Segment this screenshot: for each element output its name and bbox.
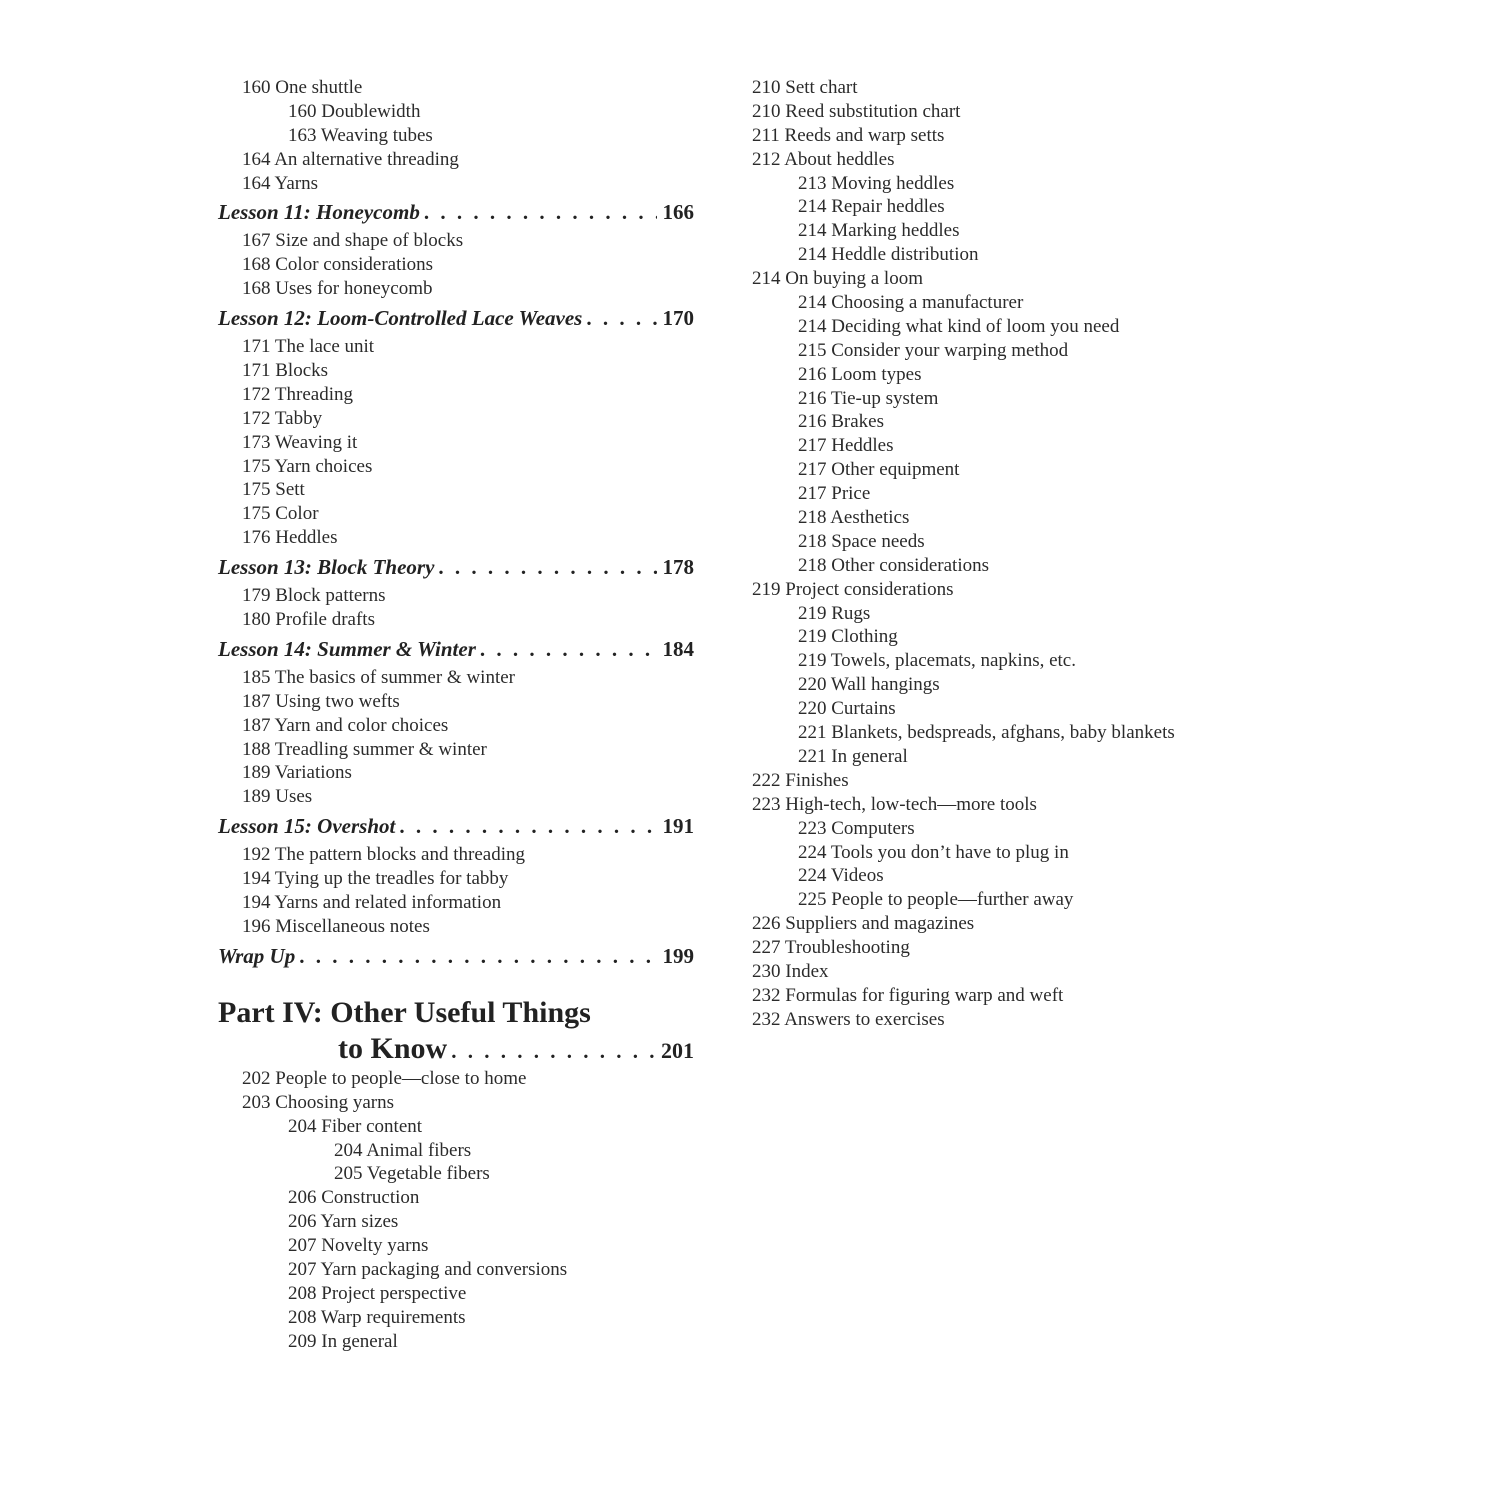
toc-entry: 225 People to people—further away — [798, 889, 1074, 911]
part-heading — [218, 995, 694, 1067]
lesson-heading — [218, 303, 694, 333]
lesson-heading — [218, 811, 694, 841]
toc-entry: 168 Uses for honeycomb — [242, 278, 433, 300]
toc-entry: 206 Construction — [288, 1187, 420, 1209]
toc-entry: 216 Tie-up system — [798, 387, 939, 409]
toc-entry: 224 Videos — [798, 865, 884, 887]
toc-entry: 214 Deciding what kind of loom you need — [798, 315, 1120, 337]
part-title-line2-row — [218, 1031, 694, 1067]
lesson-page-number: 184 — [662, 636, 694, 661]
toc-entry: 179 Block patterns — [242, 585, 386, 607]
toc-continued-entries — [218, 76, 698, 195]
toc-entry: 224 Tools you don’t have to plug in — [798, 841, 1069, 863]
toc-entry: 160 Doublewidth — [288, 100, 421, 122]
dot-leader — [480, 634, 657, 664]
toc-entry: 212 About heddles — [752, 148, 895, 170]
toc-entry: 175 Yarn choices — [242, 455, 373, 477]
toc-entry: 219 Towels, placemats, napkins, etc. — [798, 650, 1076, 672]
lesson-title: Lesson 12: Loom-Controlled Lace Weaves — [218, 306, 583, 331]
toc-entry: 187 Using two wefts — [242, 690, 400, 712]
lesson-title: Lesson 15: Overshot — [218, 814, 396, 839]
toc-entry: 217 Heddles — [798, 435, 894, 457]
toc-entry: 163 Weaving tubes — [288, 124, 433, 146]
toc-entry: 230 Index — [752, 960, 829, 982]
lesson-heading — [218, 941, 694, 971]
toc-entry: 172 Tabby — [242, 407, 323, 429]
toc-entry: 219 Clothing — [798, 626, 898, 648]
toc-entry: 187 Yarn and color choices — [242, 714, 449, 736]
toc-entry: 164 Yarns — [242, 172, 319, 194]
toc-entry: 167 Size and shape of blocks — [242, 230, 464, 252]
dot-leader — [451, 1033, 655, 1069]
toc-entry: 164 An alternative threading — [242, 148, 459, 170]
toc-left-column — [218, 76, 698, 1354]
toc-entry: 172 Threading — [242, 383, 353, 405]
lesson-page-number: 199 — [662, 943, 694, 968]
toc-entry: 202 People to people—close to home — [242, 1067, 527, 1089]
toc-entry: 214 Choosing a manufacturer — [798, 292, 1024, 314]
toc-entry: 223 High-tech, low-tech—more tools — [752, 793, 1037, 815]
toc-entry: 185 The basics of summer & winter — [242, 666, 515, 688]
toc-entry: 173 Weaving it — [242, 431, 358, 453]
toc-entry: 232 Formulas for figuring warp and weft — [752, 984, 1064, 1006]
toc-entry: 192 The pattern blocks and threading — [242, 844, 525, 866]
toc-entry: 209 In general — [288, 1330, 398, 1352]
toc-entry: 218 Other considerations — [798, 554, 990, 576]
toc-entry: 207 Novelty yarns — [288, 1235, 429, 1257]
lesson-page-number: 178 — [662, 555, 694, 580]
toc-entry: 175 Sett — [242, 479, 305, 501]
toc-right-column — [752, 76, 1452, 1032]
toc-entry: 171 The lace unit — [242, 336, 375, 358]
toc-entry: 222 Finishes — [752, 769, 849, 791]
toc-entry: 208 Project perspective — [288, 1282, 467, 1304]
toc-entry: 175 Color — [242, 503, 319, 525]
toc-entry: 207 Yarn packaging and conversions — [288, 1258, 568, 1280]
lesson-title: Lesson 13: Block Theory — [218, 555, 435, 580]
dot-leader — [424, 197, 657, 227]
part-title-line1: Part IV: Other Useful Things — [218, 995, 591, 1029]
lesson-title: Lesson 14: Summer & Winter — [218, 636, 476, 661]
lesson-heading — [218, 552, 694, 582]
lesson-page-number: 166 — [662, 200, 694, 225]
dot-leader — [299, 941, 656, 971]
toc-entry: 214 Repair heddles — [798, 196, 945, 218]
toc-entry: 168 Color considerations — [242, 254, 434, 276]
toc-entry: 210 Reed substitution chart — [752, 100, 961, 122]
toc-entry: 213 Moving heddles — [798, 172, 955, 194]
toc-entry: 210 Sett chart — [752, 77, 858, 98]
toc-entry: 217 Price — [798, 483, 871, 505]
toc-entry: 204 Animal fibers — [334, 1139, 472, 1161]
toc-entry: 223 Computers — [798, 817, 915, 839]
toc-lessons — [218, 197, 698, 970]
toc-entry: 219 Project considerations — [752, 578, 954, 600]
lesson-title: Lesson 11: Honeycomb — [218, 200, 420, 225]
toc-entry: 215 Consider your warping method — [798, 339, 1069, 361]
toc-entry: 216 Loom types — [798, 363, 922, 385]
toc-entry: 220 Wall hangings — [798, 674, 940, 696]
lesson-heading — [218, 197, 694, 227]
toc-entry: 194 Yarns and related information — [242, 892, 502, 914]
part-title-line2: to Know — [338, 1031, 448, 1065]
toc-entry: 188 Treadling summer & winter — [242, 738, 487, 760]
dot-leader — [586, 303, 656, 333]
toc-entry: 160 One shuttle — [242, 77, 363, 98]
toc-entry: 194 Tying up the treadles for tabby — [242, 868, 509, 890]
lesson-title: Wrap Up — [218, 943, 296, 968]
part-page-number: 201 — [661, 1037, 694, 1063]
toc-entry: 218 Space needs — [798, 530, 925, 552]
toc-entry: 226 Suppliers and magazines — [752, 913, 975, 935]
toc-entry: 218 Aesthetics — [798, 507, 910, 529]
toc-entry: 180 Profile drafts — [242, 609, 375, 631]
toc-entry: 227 Troubleshooting — [752, 937, 910, 959]
toc-entry: 214 Marking heddles — [798, 220, 960, 242]
toc-entry: 221 In general — [798, 745, 908, 767]
toc-entry: 189 Uses — [242, 786, 313, 808]
toc-entry: 196 Miscellaneous notes — [242, 915, 430, 937]
toc-entry: 214 On buying a loom — [752, 268, 923, 290]
toc-entry: 208 Warp requirements — [288, 1306, 466, 1328]
toc-entry: 205 Vegetable fibers — [334, 1163, 490, 1185]
toc-entry: 221 Blankets, bedspreads, afghans, baby blankets — [798, 722, 1175, 744]
toc-entry: 232 Answers to exercises — [752, 1008, 945, 1030]
lesson-page-number: 170 — [662, 306, 694, 331]
lesson-page-number: 191 — [662, 814, 694, 839]
toc-entry: 203 Choosing yarns — [242, 1091, 394, 1113]
part-entries — [218, 1067, 698, 1354]
toc-entry: 220 Curtains — [798, 698, 896, 720]
toc-entry: 216 Brakes — [798, 411, 885, 433]
toc-entry: 219 Rugs — [798, 602, 871, 624]
dot-leader — [399, 811, 656, 841]
toc-entry: 206 Yarn sizes — [288, 1211, 399, 1233]
dot-leader — [438, 552, 656, 582]
toc-entry: 217 Other equipment — [798, 459, 960, 481]
toc-entry: 211 Reeds and warp setts — [752, 124, 945, 146]
toc-entry: 214 Heddle distribution — [798, 244, 979, 266]
toc-entry: 176 Heddles — [242, 527, 338, 549]
lesson-heading — [218, 634, 694, 664]
toc-entry: 204 Fiber content — [288, 1115, 423, 1137]
toc-entry: 171 Blocks — [242, 360, 329, 382]
toc-entry: 189 Variations — [242, 762, 352, 784]
